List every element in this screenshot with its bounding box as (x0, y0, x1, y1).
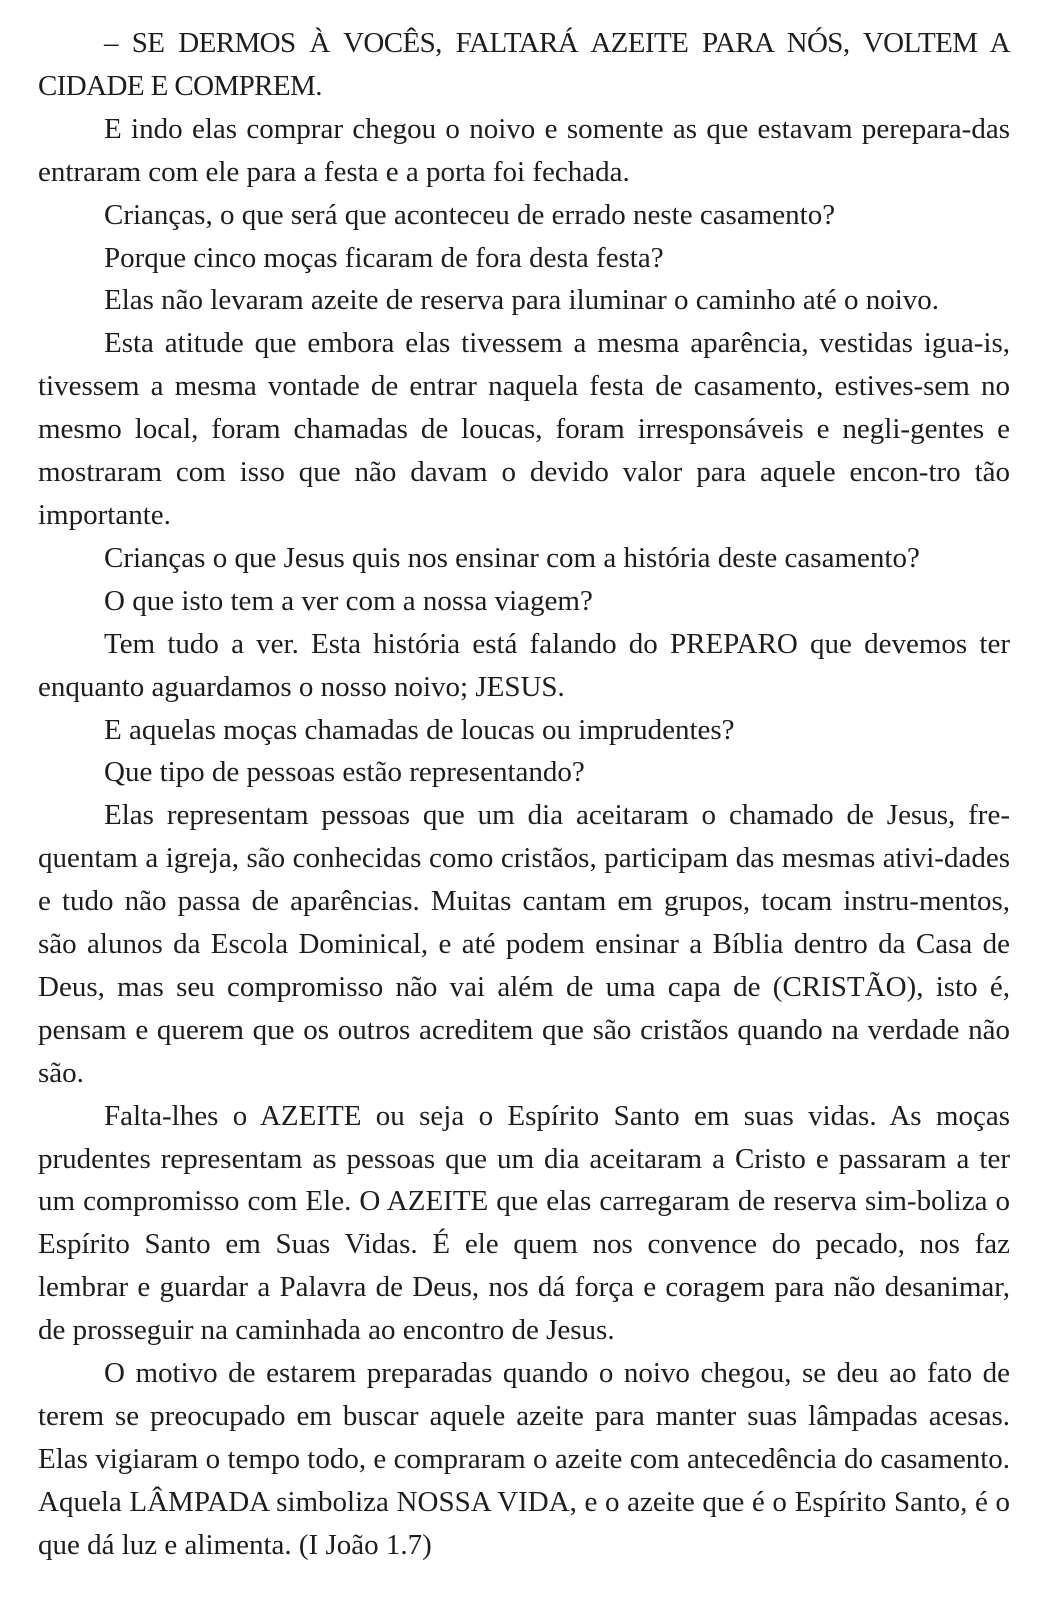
paragraph-question-teach: Crianças o que Jesus quis nos ensinar com a história deste casamento? (104, 541, 920, 574)
paragraph-appearances: Elas representam pessoas que um dia aceitaram o chamado de Jesus, fre-quentam a igreja, são conhecidas como cristãos, participam das mesmas ativi-dades e tudo não passa de aparências. Muitas cantam em grupos, tocam instru-mentos, são alunos da Escola Dominical, e até podem ensinar a Bíblia dentro da Casa de Deus, mas seu compromisso não vai além de uma capa de (CRISTÃO), isto é, pensam e querem que os outros acreditem que são cristãos quando na verdade não são. (38, 799, 1010, 1089)
paragraph-no-reserve: Elas não levaram azeite de reserva para iluminar o caminho até o noivo. (104, 284, 939, 317)
paragraph-groom-arrives: E indo elas comprar chegou o noivo e somente as que estavam perepara-das entraram com ele para a festa e a porta foi fechada. (38, 112, 1010, 188)
paragraph-question-why: Porque cinco moças ficaram de fora desta festa? (104, 241, 664, 274)
paragraph-question-foolish: E aquelas moças chamadas de loucas ou imprudentes? (104, 713, 735, 746)
paragraph-question-wrong: Crianças, o que será que aconteceu de errado neste casamento? (104, 198, 836, 231)
paragraph-attitude: Esta atitude que embora elas tivessem a mesma aparência, vestidas igua-is, tivessem a mesma vontade de entrar naquela festa de casamento, estives-sem no mesmo local, foram chamadas de loucas, foram irresponsáveis e negli-gentes e mostraram com isso que não davam o devido valor para aquele encon-tro tão importante. (38, 327, 1010, 531)
page-text (38, 22, 1010, 1567)
paragraph-preparation: Tem tudo a ver. Esta história está falando do PREPARO que devemos ter enquanto aguardamos o nosso noivo; JESUS. (38, 627, 1010, 703)
paragraph-lamp-life: O motivo de estarem preparadas quando o noivo chegou, se deu ao fato de terem se preocupado em buscar aquele azeite para manter suas lâmpadas acesas. Elas vigiaram o tempo todo, e compraram o azeite com antecedência do casamento. Aquela LÂMPADA simboliza NOSSA VIDA, e o azeite que é o Espírito Santo, é o que dá luz e alimenta. (I João 1.7) (38, 1357, 1010, 1561)
paragraph-oil-holy-spirit: Falta-lhes o AZEITE ou seja o Espírito Santo em suas vidas. As moças prudentes representam as pessoas que um dia aceitaram a Cristo e passaram a ter um compromisso com Ele. O AZEITE que elas carregaram de reserva sim-boliza o Espírito Santo em Suas Vidas. É ele quem nos convence do pecado, nos faz lembrar e guardar a Palavra de Deus, nos dá força e coragem para não desanimar, de prosseguir na caminhada ao encontro de Jesus. (38, 1099, 1010, 1347)
paragraph-quote: – SE DERMOS À VOCÊS, FALTARÁ AZEITE PARA NÓS, VOLTEM A CIDADE E COMPREM. (38, 27, 1010, 102)
paragraph-question-journey: O que isto tem a ver com a nossa viagem? (104, 584, 593, 617)
paragraph-question-represent: Que tipo de pessoas estão representando? (104, 756, 585, 789)
